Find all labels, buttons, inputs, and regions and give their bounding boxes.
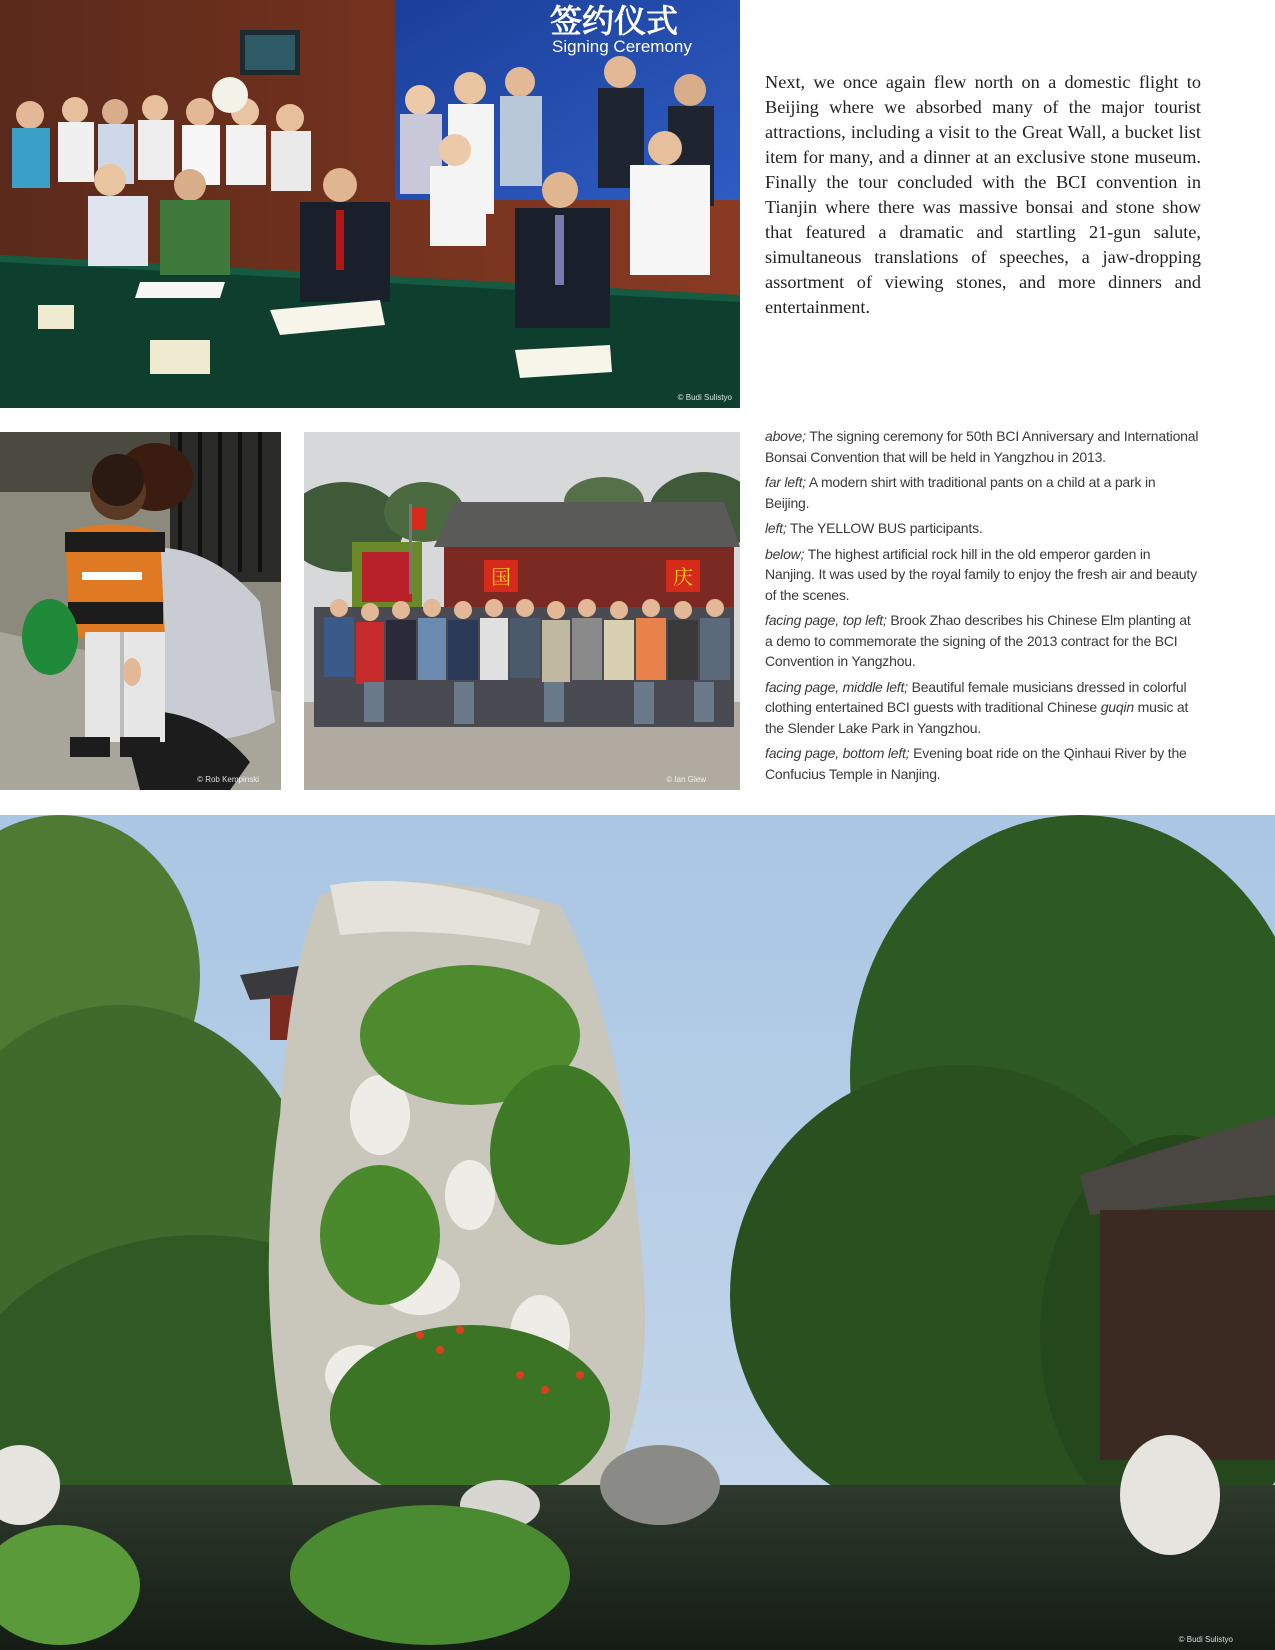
banner-english-text: Signing Ceremony <box>552 37 692 56</box>
yellow-bus-group-illustration <box>304 432 740 790</box>
caption-left <box>765 518 1201 539</box>
group-sign-left-text: 国 <box>491 565 511 589</box>
caption-label: facing page, middle left; <box>765 678 908 695</box>
photo-captions <box>765 426 1201 789</box>
caption-label: below; <box>765 545 805 562</box>
rock-hill-garden-illustration <box>0 815 1275 1650</box>
caption-text: Brook Zhao describes his Chinese Elm planting at a demo to commemorate the signing of the 2013 contract for the BCI Convention in Yangzhou. <box>765 612 1191 669</box>
caption-text: The YELLOW BUS participants. <box>786 520 983 536</box>
photo-credit: © Budi Sulistyo <box>1178 1635 1233 1644</box>
photo-credit: © Rob Kempinski <box>197 775 259 784</box>
caption-below <box>765 544 1201 606</box>
caption-far-left <box>765 472 1201 513</box>
banner-chinese-text: 签约仪式 <box>550 2 679 40</box>
caption-facing-top-left <box>765 610 1201 672</box>
caption-text: The highest artificial rock hill in the old emperor garden in Nanjing. It was used by the royal family to enjoy the fresh air and beauty of the scenes. <box>765 545 1197 603</box>
signing-ceremony-photo <box>0 0 740 408</box>
rock-hill-garden-photo <box>0 815 1275 1650</box>
article-body-text: Next, we once again flew north on a domestic flight to Beijing where we absorbed many of the major tourist attractions, including a visit to the Great Wall, a bucket list item for many, and a dinner at an exclusive stone museum. Finally the tour concluded with the BCI convention in Tianjin where there was massive bonsai and stone show that featured a dramatic and startling 21-gun salute, simultaneous translations of speeches, a jaw-dropping assortment of viewing stones, and more dinners and entertainment. <box>765 72 1201 317</box>
caption-label: facing page, top left; <box>765 612 887 628</box>
caption-text: Beautiful female musicians dressed in colorful clothing entertained BCI guests with traditional Chinese <box>765 678 1187 715</box>
caption-label: far left; <box>765 474 806 490</box>
caption-label: left; <box>765 520 787 536</box>
caption-label: above; <box>765 428 806 444</box>
caption-label: facing page, bottom left; <box>765 745 910 761</box>
yellow-bus-group-photo <box>304 432 740 790</box>
caption-facing-bottom-left <box>765 743 1201 784</box>
caption-above <box>765 426 1201 467</box>
caption-text: Evening boat ride on the Qinhaui River by the Confucius Temple in Nanjing. <box>765 745 1187 782</box>
caption-text: A modern shirt with traditional pants on a child at a park in Beijing. <box>765 474 1156 511</box>
caption-text: music at the Slender Lake Park in Yangzhou. <box>765 699 1189 736</box>
caption-italic-word: guqin <box>1100 699 1134 715</box>
group-sign-right-text: 庆 <box>673 565 693 589</box>
photo-credit: © Budi Sulistyo <box>677 393 732 402</box>
signing-ceremony-illustration <box>0 0 740 408</box>
caption-facing-middle-left <box>765 677 1201 739</box>
caption-text: The signing ceremony for 50th BCI Anniversary and International Bonsai Convention that will be held in Yangzhou in 2013. <box>765 428 1199 465</box>
photo-credit: © Ian Glew <box>666 775 706 784</box>
child-in-park-illustration <box>0 432 281 790</box>
child-in-park-photo <box>0 432 281 790</box>
